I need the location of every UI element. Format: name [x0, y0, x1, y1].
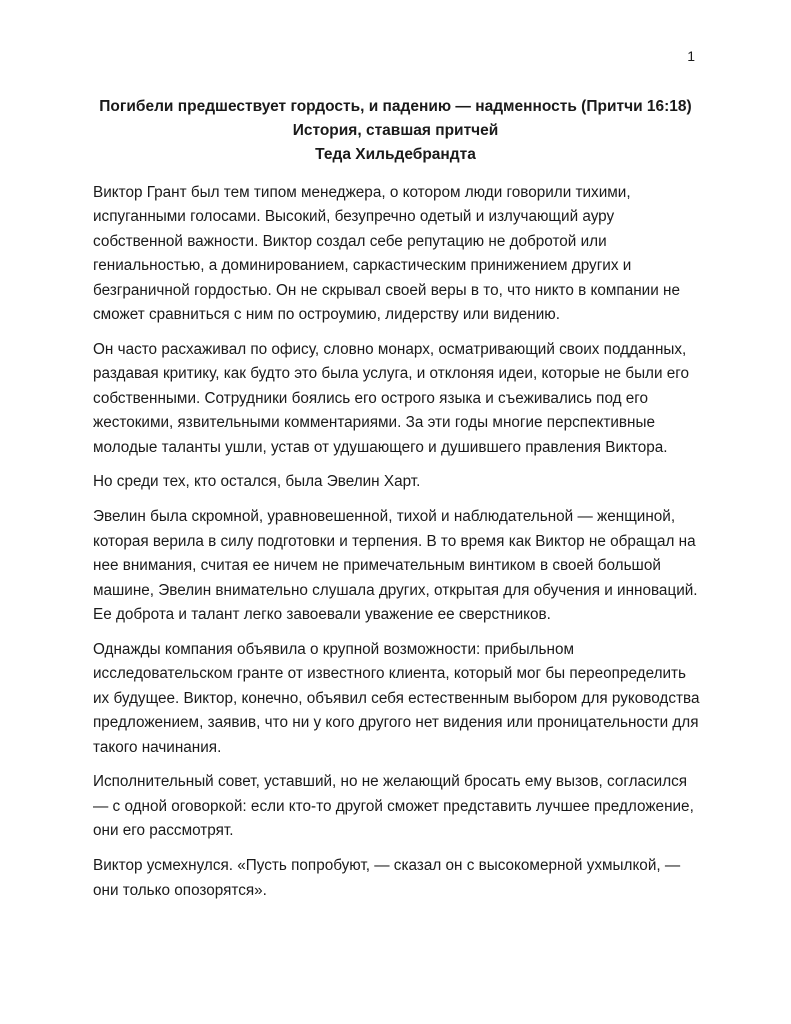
paragraph: Но среди тех, кто остался, была Эвелин Харт.: [93, 473, 421, 491]
paragraph: Эвелин была скромной, уравновешенной, тихой и наблюдательной — женщиной, которая верила в силу подготовки и терпения. В то время как Виктор не обращал на нее внимания, считая ее ничем не примечательным винтиком в своей большой машине, Эвелин внимательно слушала других, открытая для обучения и инноваций. Ее доброта и талант легко завоевали уважение ее сверстников.: [93, 508, 698, 623]
document-heading: [80, 95, 711, 167]
author-line: Теда Хильдебрандта: [315, 146, 476, 163]
paragraph: Он часто расхаживал по офису, словно монарх, осматривающий своих подданных, раздавая критику, как будто это была услуга, и отклоняя идеи, которые не были его собственными. Сотрудники боялись его острого языка и съеживались под его жестокими, язвительными комментариями. За эти годы многие перспективные молодые таланты ушли, устав от удушающего и душившего правления Виктора.: [93, 340, 690, 456]
epigraph-title: Погибели предшествует гордость, и падению — надменность (Притчи 16:18): [99, 98, 692, 115]
page-number: 1: [687, 48, 695, 64]
subtitle: История, ставшая притчей: [292, 122, 499, 139]
paragraph: Виктор усмехнулся. «Пусть попробуют, — сказал он с высокомерной ухмылкой, — они только опозорятся».: [93, 857, 681, 899]
paragraph: Однажды компания объявила о крупной возможности: прибыльном исследовательском гранте от известного клиента, который мог бы переопределить их будущее. Виктор, конечно, объявил себя естественным выбором для руководства предложением, заявив, что ни у кого другого нет видения или проницательности для такого начинания.: [93, 640, 700, 756]
paragraph: Виктор Грант был тем типом менеджера, о котором люди говорили тихими, испуганными голосами. Высокий, безупречно одетый и излучающий ауру собственной важности. Виктор создал себе репутацию не добротой или гениальностью, а доминированием, саркастическим принижением других и безграничной гордостью. Он не скрывал своей веры в то, что никто в компании не сможет сравниться с ним по остроумию, лидерству или видению.: [93, 184, 680, 324]
document-body: [93, 181, 703, 913]
paragraph: Исполнительный совет, уставший, но не желающий бросать ему вызов, согласился — с одной оговоркой: если кто-то другой сможет представить лучшее предложение, они его рассмотрят.: [93, 773, 694, 840]
